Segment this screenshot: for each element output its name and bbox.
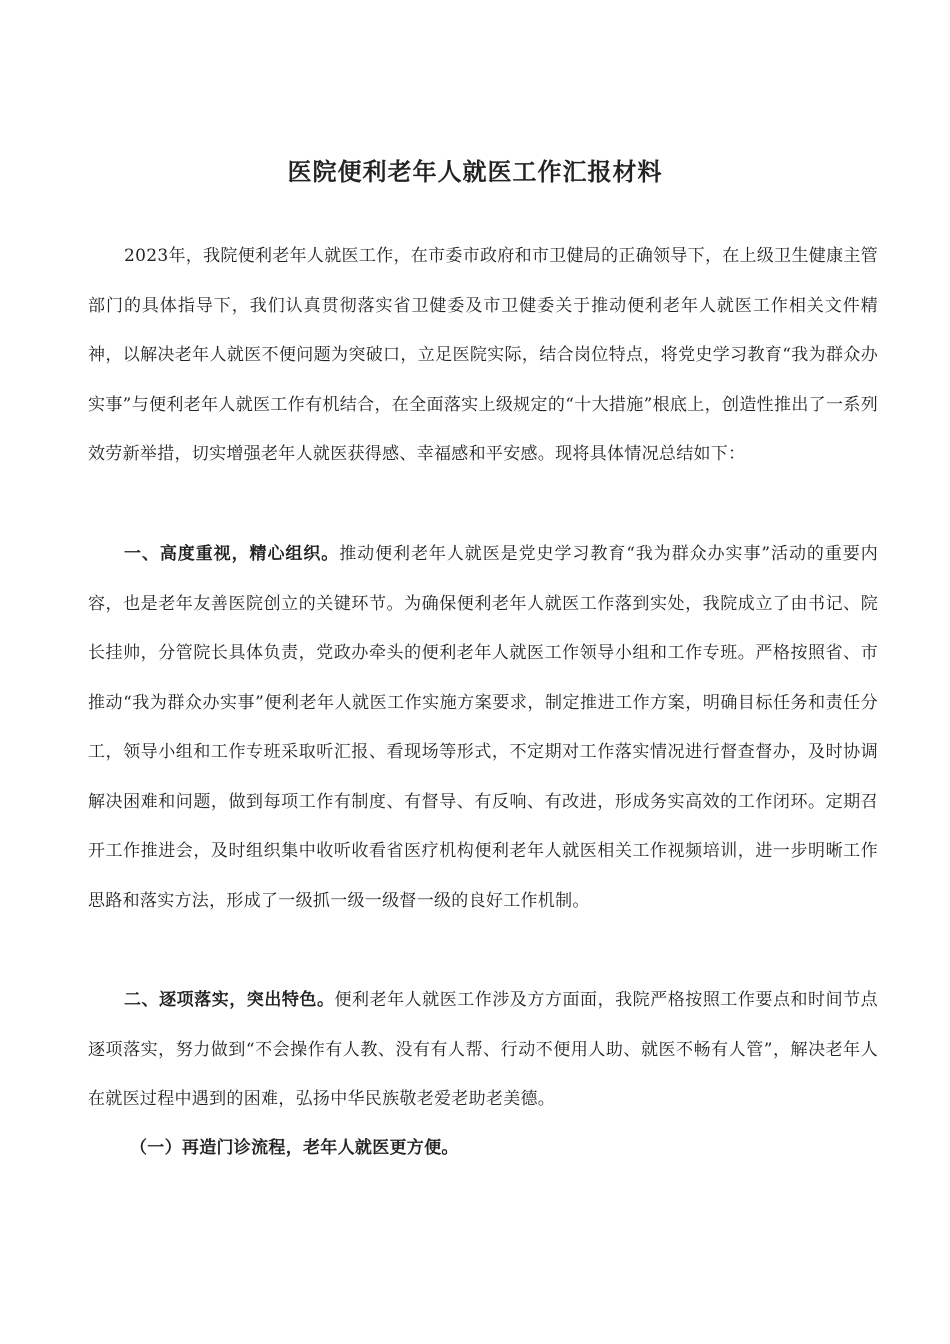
section1-text: 推动便利老年人就医是党史学习教育“我为群众办实事”活动的重要内容，也是老年友善医院创立的关键环节。为确保便利老年人就医工作落到实处，我院成立了由书记、院长挂帅，分管院长具体负责，党政办牵头的便利老年人就医工作领导小组和工作专班。严格按照省、市推动“我为群众办实事”便利老年人就医工作实施方案要求，制定推进工作方案，明确目标任务和责任分工，领导小组和工作专班采取听汇报、看现场等形式，不定期对工作落实情况进行督查督办，及时协调解决困难和问题，做到每项工作有制度、有督导、有反响、有改进，形成务实高效的工作闭环。定期召开工作推进会，及时组织集中收听收看省医疗机构便利老年人就医相关工作视频培训，进一步明晰工作思路和落实方法，形成了一级抓一级一级督一级的良好工作机制。	[88, 544, 878, 911]
section1-heading: 一、高度重视，精心组织。	[124, 544, 340, 564]
intro-text: 2023年，我院便利老年人就医工作，在市委市政府和市卫健局的正确领导下，在上级卫生健康主管部门的具体指导下，我们认真贯彻落实省卫健委及市卫健委关于推动便利老年人就医工作相关文件精神，以解决老年人就医不便问题为突破口，立足医院实际，结合岗位特点，将党史学习教育“我为群众办实事”与便利老年人就医工作有机结合，在全面落实上级规定的“十大措施”根底上，创造性推出了一系列效劳新举措，切实增强老年人就医获得感、幸福感和平安感。现将具体情况总结如下：	[88, 246, 878, 464]
subsection1-heading: （一）再造门诊流程，老年人就医更方便。	[130, 1138, 459, 1158]
section2-paragraph	[88, 976, 878, 1125]
section1-paragraph	[88, 530, 878, 926]
intro-paragraph	[88, 232, 878, 480]
document-title: 医院便利老年人就医工作汇报材料	[287, 157, 663, 186]
section2-text: 便利老年人就医工作涉及方方面面，我院严格按照工作要点和时间节点逐项落实，努力做到“不会操作有人教、没有有人帮、行动不便用人助、就医不畅有人管”，解决老年人在就医过程中遇到的困难，弘扬中华民族敬老爱老助老美德。	[88, 990, 878, 1109]
section2-heading: 二、逐项落实，突出特色。	[124, 990, 335, 1010]
